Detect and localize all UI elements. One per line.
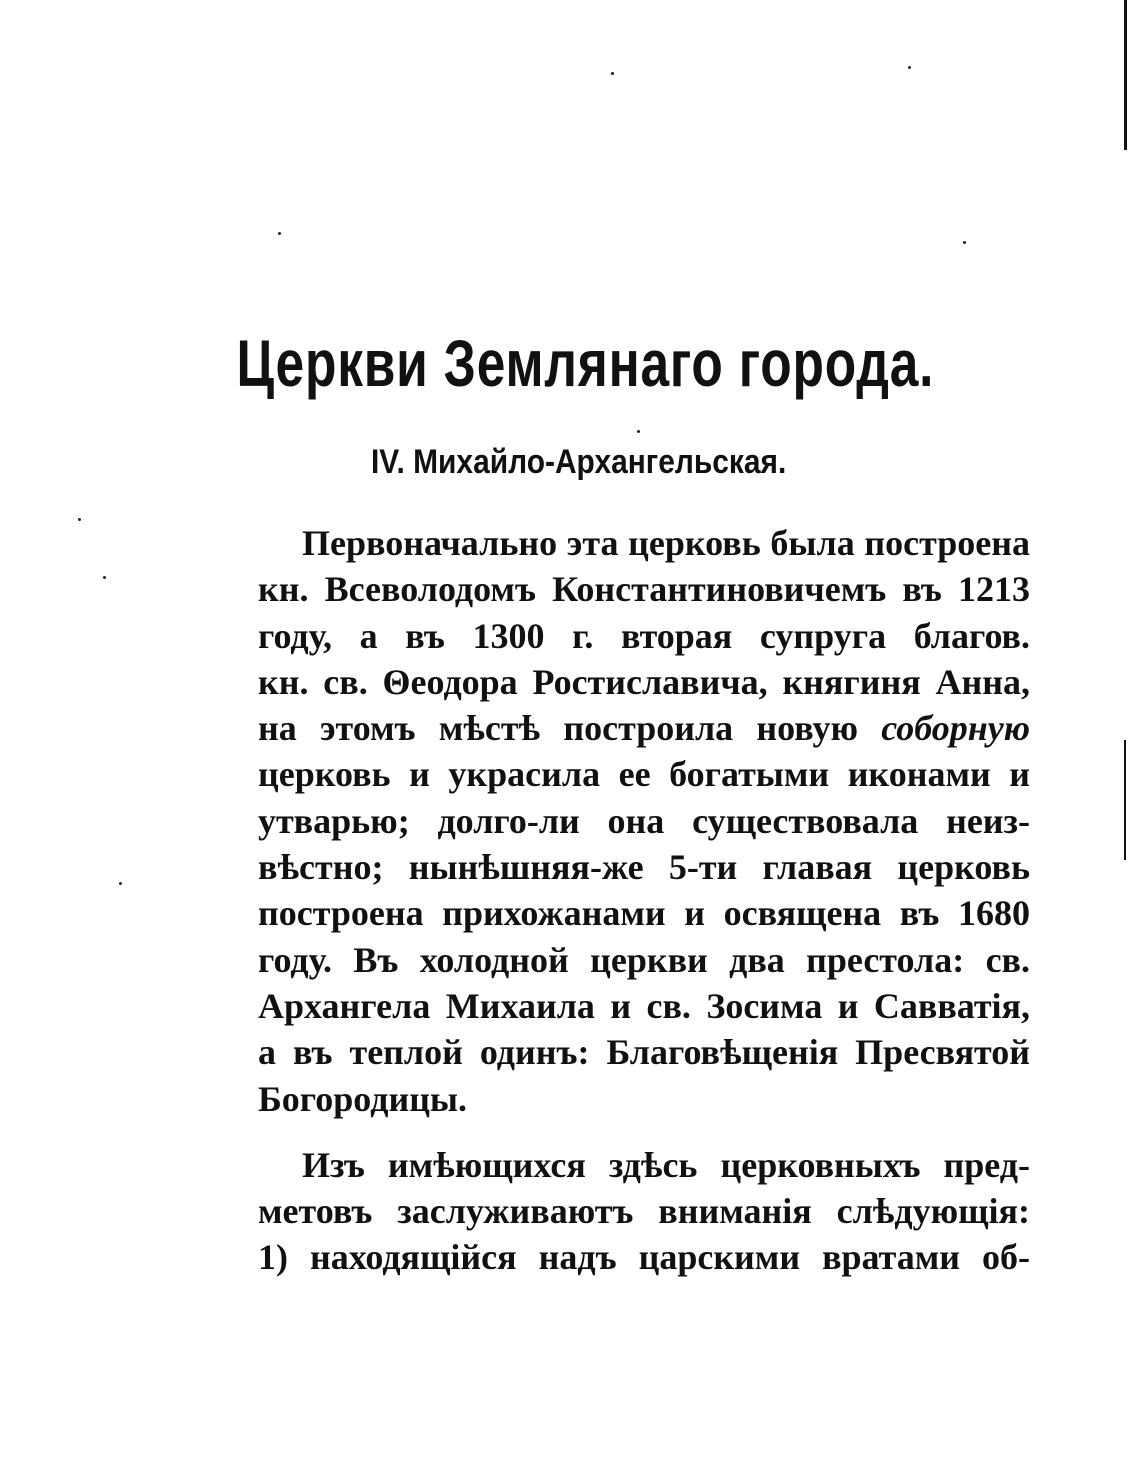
text-line: году, а въ 1300 г. вторая супруга благов.	[258, 615, 1030, 656]
scan-edge-artifact	[1124, 0, 1127, 150]
italic-word: соборную	[881, 708, 1031, 749]
text-line: Изъ имѣющихся здѣсь церковныхъ пред-	[302, 1144, 1030, 1185]
scan-speck	[103, 576, 106, 579]
text-line: Первоначально эта церковь была построена	[302, 523, 1030, 563]
body-text	[258, 520, 1030, 1281]
text-line: 1) находящійся надъ царскими вратами об-	[258, 1237, 1030, 1278]
text-line: вѣстно; нынѣшняя-же 5-ти главая церковь	[258, 847, 1030, 888]
text-line: году. Въ холодной церкви два престола: св.	[258, 939, 1030, 980]
chapter-subheading: IV. Михайло-Архангельская.	[370, 443, 787, 481]
text-line: Богородицы.	[258, 1078, 468, 1119]
scan-speck	[963, 241, 966, 244]
scan-edge-artifact	[1124, 740, 1126, 860]
section-heading: Церкви Землянаго города.	[236, 326, 935, 400]
scan-speck	[637, 430, 640, 433]
text-line: метовъ заслуживаютъ вниманія слѣдующія:	[258, 1191, 1030, 1232]
scan-speck	[908, 66, 911, 69]
text-line: а въ теплой одинъ: Благовѣщенія Пресвятой	[258, 1032, 1030, 1073]
text-line: утварью; долго-ли она существовала неиз-	[258, 800, 1030, 841]
text-line: кн. Всеволодомъ Константиновичемъ въ 1213	[258, 569, 1030, 610]
text-line: построена прихожанами и освящена въ 1680	[258, 893, 1030, 934]
text-line: на этомъ мѣстѣ построила новую	[258, 708, 858, 749]
scan-speck	[119, 882, 122, 885]
scan-speck	[611, 72, 614, 75]
text-line: церковь и украсила ее богатыми иконами и	[258, 754, 1030, 795]
text-line: кн. св. Θеодора Ростиславича, княгиня Анна,	[258, 661, 1030, 702]
scan-speck	[278, 232, 281, 235]
paragraph-2	[258, 1142, 1030, 1281]
scan-speck	[78, 518, 81, 521]
paragraph-1	[258, 520, 1030, 1122]
paragraph-gap	[258, 1122, 1030, 1142]
text-line-with-italic	[258, 705, 1030, 751]
text-line: Архангела Михаила и св. Зосима и Савватія,	[258, 985, 1030, 1026]
